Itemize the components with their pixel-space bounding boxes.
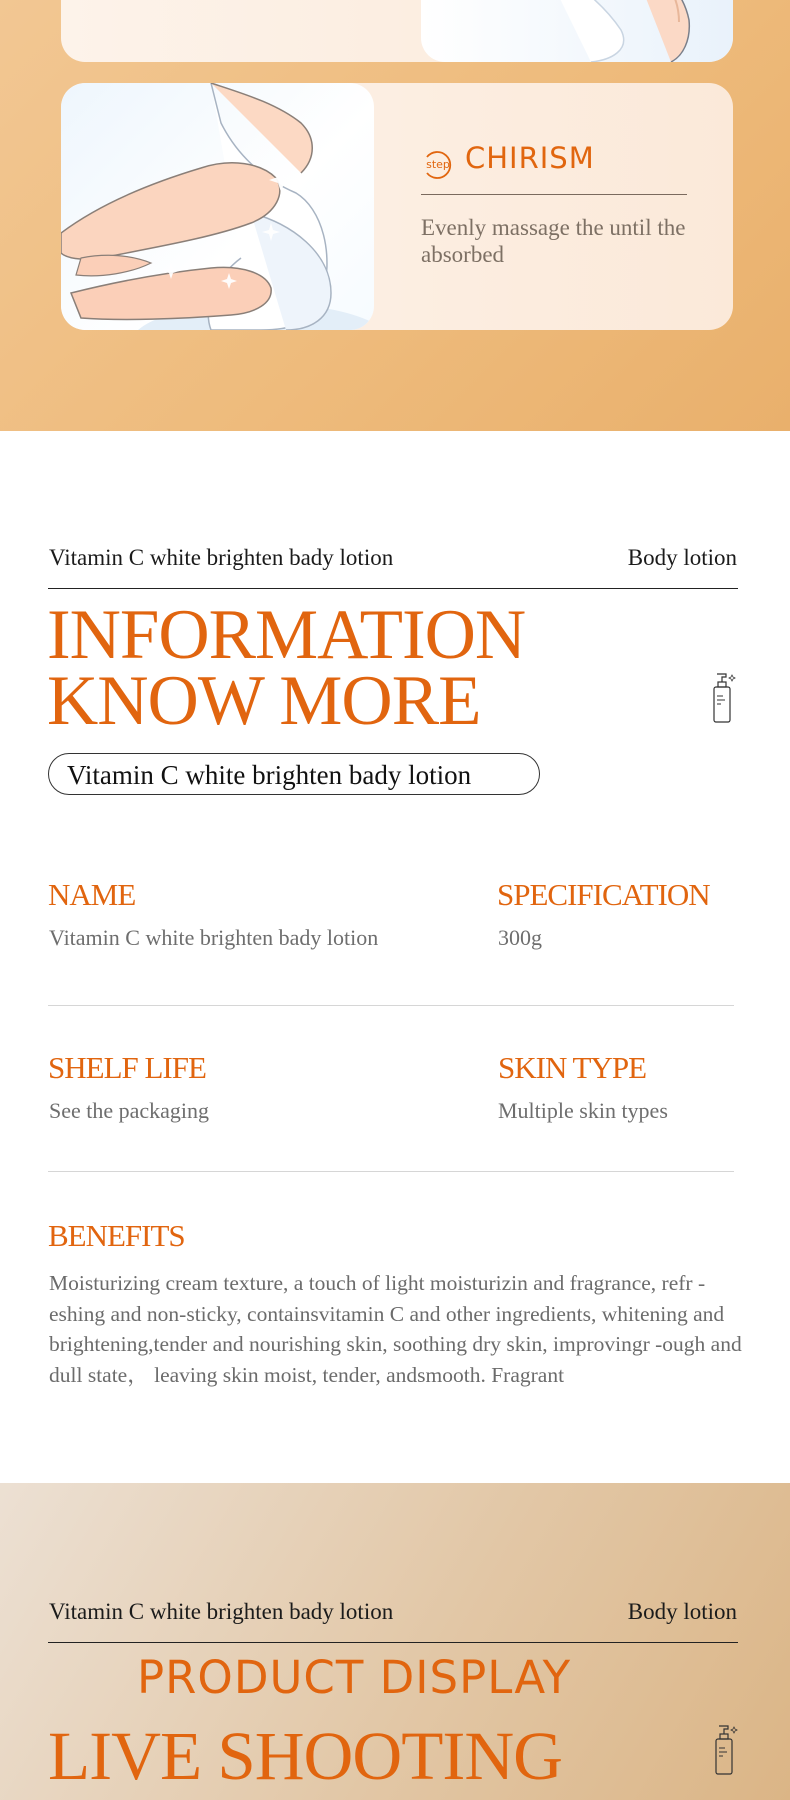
product-name-pill: Vitamin C white brighten bady lotion (48, 753, 540, 795)
lotion-bottle-icon-display (711, 1724, 739, 1776)
display-header-line (48, 1642, 738, 1643)
benefits-label: BENEFITS (48, 1218, 185, 1253)
skin-type-value: Multiple skin types (498, 1098, 668, 1123)
name-value: Vitamin C white brighten bady lotion (49, 925, 379, 950)
live-shooting-title: LIVE SHOOTING (48, 1718, 563, 1794)
svg-text:step: step (426, 158, 450, 171)
info-divider-1 (48, 1005, 734, 1006)
step-illustration-massage (61, 83, 374, 330)
display-header-product: Vitamin C white brighten bady lotion (49, 1599, 394, 1624)
step-description: Evenly massage the until the absorbed (421, 215, 686, 267)
step-card-chirism (61, 83, 733, 330)
info-header-line (48, 588, 738, 589)
info-divider-2 (48, 1171, 734, 1172)
shelf-life-label: SHELF LIFE (48, 1050, 206, 1085)
step-title: CHIRISM (465, 141, 595, 175)
info-header-product: Vitamin C white brighten bady lotion (49, 545, 394, 570)
lotion-bottle-icon (709, 672, 737, 724)
benefits-text: Moisturizing cream texture, a touch of light moisturizin and fragrance, refr -eshing and non-sticky, containsvitamin C and other ingredients, whitening and brightening,tender and nourishing skin, soothing dry skin, improvingr -ough and dull state， leaving skin moist, tender, andsmooth. Fragrant (49, 1271, 742, 1387)
shelf-life-value: See the packaging (49, 1098, 210, 1123)
specification-label: SPECIFICATION (497, 877, 710, 912)
product-display-title: PRODUCT DISPLAY (137, 1651, 572, 1704)
name-label: NAME (48, 877, 136, 912)
info-title-line2: KNOW MORE (47, 662, 481, 740)
step-illustration-previous (421, 0, 733, 62)
step-divider (421, 194, 687, 195)
info-title-line1: INFORMATION (47, 596, 526, 674)
skin-type-label: SKIN TYPE (498, 1050, 647, 1085)
step-icon (421, 147, 455, 181)
display-header-category: Body lotion (627, 1599, 737, 1624)
info-header-category: Body lotion (627, 545, 737, 570)
specification-value: 300g (498, 925, 542, 950)
step-card-previous (61, 0, 733, 62)
